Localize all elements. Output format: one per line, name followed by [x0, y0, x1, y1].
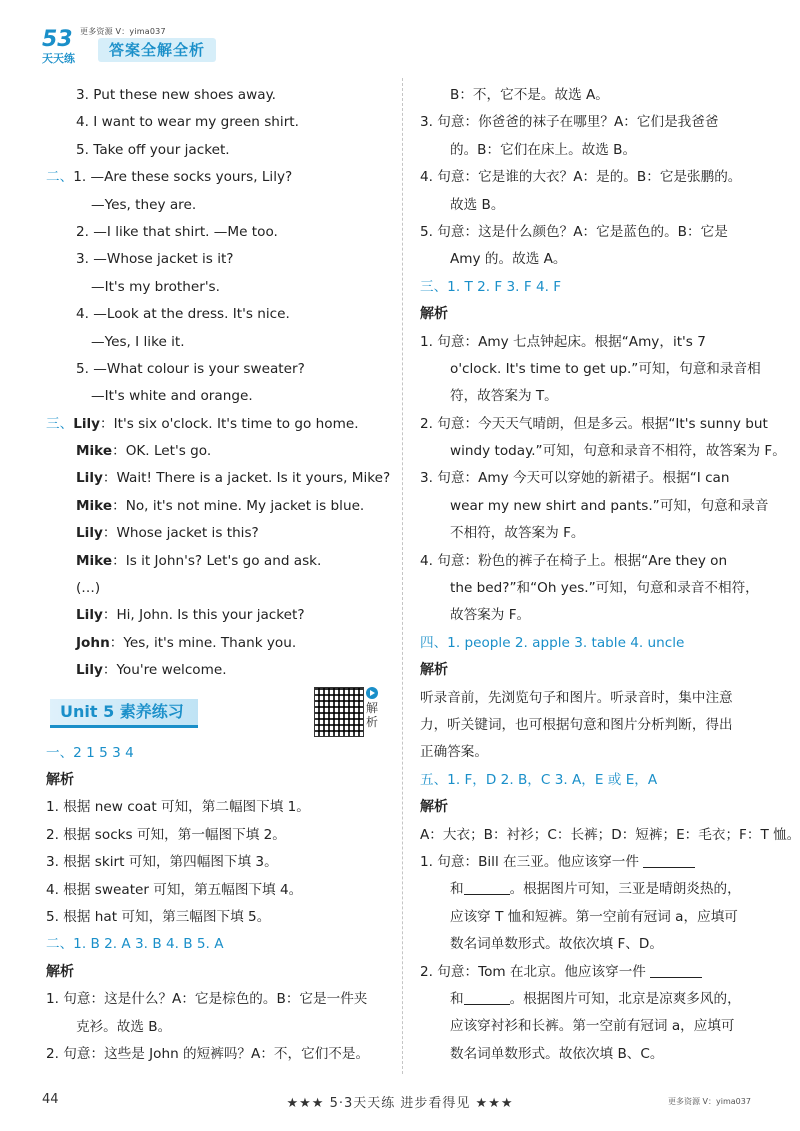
dialogue-line: —It's my brother's. — [91, 278, 220, 295]
q1-line: 应该穿 T 恤和短裤。第一空前有冠词 a，应填可 — [450, 908, 738, 925]
dialogue-line — [46, 411, 396, 438]
blank-line — [464, 990, 510, 1005]
explanation-line: the bed?”和“Oh yes.”可知，句意和录音不相符， — [450, 580, 759, 597]
svg-text:天天练: 天天练 — [42, 52, 75, 65]
sec3-answers: 三、1. T 2. F 3. F 4. F — [420, 278, 562, 295]
q2-line — [420, 959, 780, 986]
speaker-name: Lily — [76, 662, 103, 679]
header-resource-note: 更多资源 V：yima037 — [80, 27, 166, 36]
colon: ： — [112, 443, 126, 460]
dialogue-line: 2. —I like that shirt. —Me too. — [76, 223, 278, 240]
line-text: 1. 句意：Bill 在三亚。他应该穿一件 — [420, 853, 639, 870]
section-label: 三、 — [46, 415, 74, 432]
dialogue-text: OK. Let's go. — [125, 443, 212, 460]
jiexi-heading: 解析 — [420, 799, 448, 816]
dialogue-text: Whose jacket is this? — [116, 525, 259, 542]
explanation-line: 不相符，故答案为 F。 — [450, 525, 585, 542]
speaker-name: Lily — [76, 525, 103, 542]
left-column — [46, 82, 396, 1068]
dialogue-text: (…) — [76, 580, 101, 597]
explanation-line: o'clock. It's time to get up.”可知，句意和录音相 — [450, 360, 761, 377]
jiexi-heading: 解析 — [46, 771, 74, 788]
sec5-answers: 五、1. F，D 2. B，C 3. A，E 或 E，A — [420, 771, 658, 788]
explanation-line: 克衫。故选 B。 — [76, 1018, 172, 1035]
dialogue-line — [46, 630, 396, 657]
colon: ： — [109, 634, 124, 651]
right-column — [420, 82, 800, 1068]
dialogue-text: Yes, it's mine. Thank you. — [123, 634, 297, 651]
unit-sec2-answers: 二、1. B 2. A 3. B 4. B 5. A — [46, 936, 224, 953]
footer-slogan: ★★★ 5·3天天练 进步看得见 ★★★ — [286, 1096, 514, 1111]
explanation-line: 2. 根据 socks 可知，第一幅图下填 2。 — [46, 826, 286, 843]
sec2-first-line — [46, 164, 396, 191]
blank-line — [650, 963, 702, 978]
dialogue-text: Wait! There is a jacket. Is it yours, Mike? — [116, 470, 391, 487]
explanation-line: 2. 句意：这些是 John 的短裤吗？A：不，它们不是。 — [46, 1045, 370, 1062]
svg-text:53: 53 — [42, 27, 73, 52]
qr-code[interactable] — [314, 687, 364, 737]
line-text: 。根据图片可知，三亚是晴朗炎热的， — [509, 881, 741, 898]
answer-line: 5. Take off your jacket. — [76, 141, 230, 158]
dialogue-line — [46, 575, 396, 602]
unit-heading-row — [46, 685, 396, 740]
explanation-line: Amy 的。故选 A。 — [450, 251, 567, 268]
qr-label: 解析 — [366, 700, 379, 729]
line-text: 和 — [450, 990, 464, 1007]
section-label: 二、 — [46, 169, 74, 186]
jiexi-heading: 解析 — [420, 662, 448, 679]
page-footer — [0, 1088, 800, 1118]
blank-line — [643, 853, 695, 868]
blank-line — [464, 880, 510, 895]
line-text: 。根据图片可知，北京是凉爽多风的， — [509, 990, 741, 1007]
explanation-line: 5. 根据 hat 可知，第三幅图下填 5。 — [46, 908, 271, 925]
explanation-line: 2. 句意：今天天气晴朗，但是多云。根据“It's sunny but — [420, 415, 768, 432]
q1-line: 数名词单数形式。故依次填 F、D。 — [450, 936, 663, 953]
dialogue-line: —It's white and orange. — [91, 388, 253, 405]
explanation-line: wear my new shirt and pants.”可知，句意和录音 — [450, 497, 769, 514]
dialogue-text: It's six o'clock. It's time to go home. — [113, 415, 359, 432]
explanation-line: 听录音前，先浏览句子和图片。听录音时，集中注意 — [420, 689, 733, 706]
speaker-name: Lily — [73, 415, 101, 432]
q1-line — [420, 849, 780, 876]
play-icon[interactable] — [366, 687, 378, 699]
explanation-line: 4. 根据 sweater 可知，第五幅图下填 4。 — [46, 881, 303, 898]
explanation-line: 4. 句意：它是谁的大衣？A：是的。B：它是张鹏的。 — [420, 169, 742, 186]
dialogue-text: Hi, John. Is this your jacket? — [116, 607, 305, 624]
column-divider — [402, 78, 403, 1074]
colon: ： — [102, 607, 117, 624]
dialogue-line — [46, 493, 396, 520]
page-header — [0, 0, 800, 80]
explanation-line: 3. 句意：你爸爸的袜子在哪里？A：它们是我爸爸 — [420, 114, 719, 131]
explanation-line: 1. 句意：这是什么？A：它是棕色的。B：它是一件夹 — [46, 991, 368, 1008]
unit-sec1-answers: 一、2 1 5 3 4 — [46, 744, 134, 761]
dialogue-line — [46, 438, 396, 465]
explanation-line: 正确答案。 — [420, 744, 488, 761]
dialogue-line — [46, 602, 396, 629]
sec4-answers: 四、1. people 2. apple 3. table 4. uncle — [420, 634, 685, 651]
colon: ： — [102, 525, 117, 542]
explanation-line: 符，故答案为 T。 — [450, 388, 558, 405]
dialogue-line — [46, 465, 396, 492]
unit-title: Unit 5 素养练习 — [50, 699, 198, 728]
q2-line: 数名词单数形式。故依次填 B、C。 — [450, 1045, 664, 1062]
explanation-line: 5. 句意：这是什么颜色？A：它是蓝色的。B：它是 — [420, 223, 728, 240]
answer-line: 3. Put these new shoes away. — [76, 87, 276, 103]
colon: ： — [100, 415, 114, 432]
line-text: 和 — [450, 881, 464, 898]
colon: ： — [102, 662, 117, 679]
answer-line: 4. I want to wear my green shirt. — [76, 114, 299, 131]
header-banner: 答案全解全析 — [98, 38, 216, 62]
speaker-name: Lily — [76, 470, 103, 487]
line-text: 2. 句意：Tom 在北京。他应该穿一件 — [420, 963, 646, 980]
explanation-line: 3. 根据 skirt 可知，第四幅图下填 3。 — [46, 854, 278, 871]
explanation-line: B：不，它不是。故选 A。 — [450, 87, 609, 103]
q2-line — [420, 986, 780, 1013]
dialogue-text: You're welcome. — [116, 662, 227, 679]
jiexi-heading: 解析 — [420, 306, 448, 323]
dialogue-line: 3. —Whose jacket is it? — [76, 251, 234, 268]
page-number: 44 — [42, 1092, 59, 1107]
explanation-line: 故选 B。 — [450, 196, 505, 213]
q2-line: 应该穿衬衫和长裤。第一空前有冠词 a，应填可 — [450, 1018, 735, 1035]
colon: ： — [112, 552, 126, 569]
explanation-line: 故答案为 F。 — [450, 607, 531, 624]
dialogue-text: No, it's not mine. My jacket is blue. — [125, 497, 365, 514]
explanation-line: 力，听关键词，也可根据句意和图片分析判断，得出 — [420, 716, 733, 733]
q1-line — [420, 876, 780, 903]
colon: ： — [112, 497, 126, 514]
explanation-line: 1. 根据 new coat 可知，第二幅图下填 1。 — [46, 799, 310, 816]
line-text: 1. —Are these socks yours, Lily? — [73, 169, 293, 186]
dialogue-line: 4. —Look at the dress. It's nice. — [76, 306, 290, 323]
speaker-name: Mike — [76, 497, 113, 514]
explanation-line: 1. 句意：Amy 七点钟起床。根据“Amy，it's 7 — [420, 333, 706, 350]
dialogue-text: Is it John's? Let's go and ask. — [125, 552, 322, 569]
colon: ： — [102, 470, 117, 487]
dialogue-line: —Yes, I like it. — [91, 333, 185, 350]
dialogue-line: 5. —What colour is your sweater? — [76, 360, 305, 377]
explanation-line: 3. 句意：Amy 今天可以穿她的新裙子。根据“I can — [420, 470, 730, 487]
jiexi-heading: 解析 — [46, 963, 74, 980]
speaker-name: Mike — [76, 443, 113, 460]
speaker-name: Mike — [76, 552, 113, 569]
explanation-line: 的。B：它们在床上。故选 B。 — [450, 141, 637, 158]
speaker-name: Lily — [76, 607, 103, 624]
clothes-legend: A：大衣；B：衬衫；C：长裤；D：短裤；E：毛衣；F：T 恤。 — [420, 826, 800, 843]
dialogue-line — [46, 657, 396, 684]
footer-resource-note: 更多资源 V：yima037 — [668, 1097, 751, 1106]
speaker-name: John — [76, 634, 110, 651]
dialogue-line: —Yes, they are. — [91, 196, 197, 213]
dialogue-line — [46, 548, 396, 575]
dialogue-line — [46, 520, 396, 547]
explanation-line: 4. 句意：粉色的裤子在椅子上。根据“Are they on — [420, 552, 728, 569]
explanation-line: windy today.”可知，句意和录音不相符，故答案为 F。 — [450, 443, 786, 460]
